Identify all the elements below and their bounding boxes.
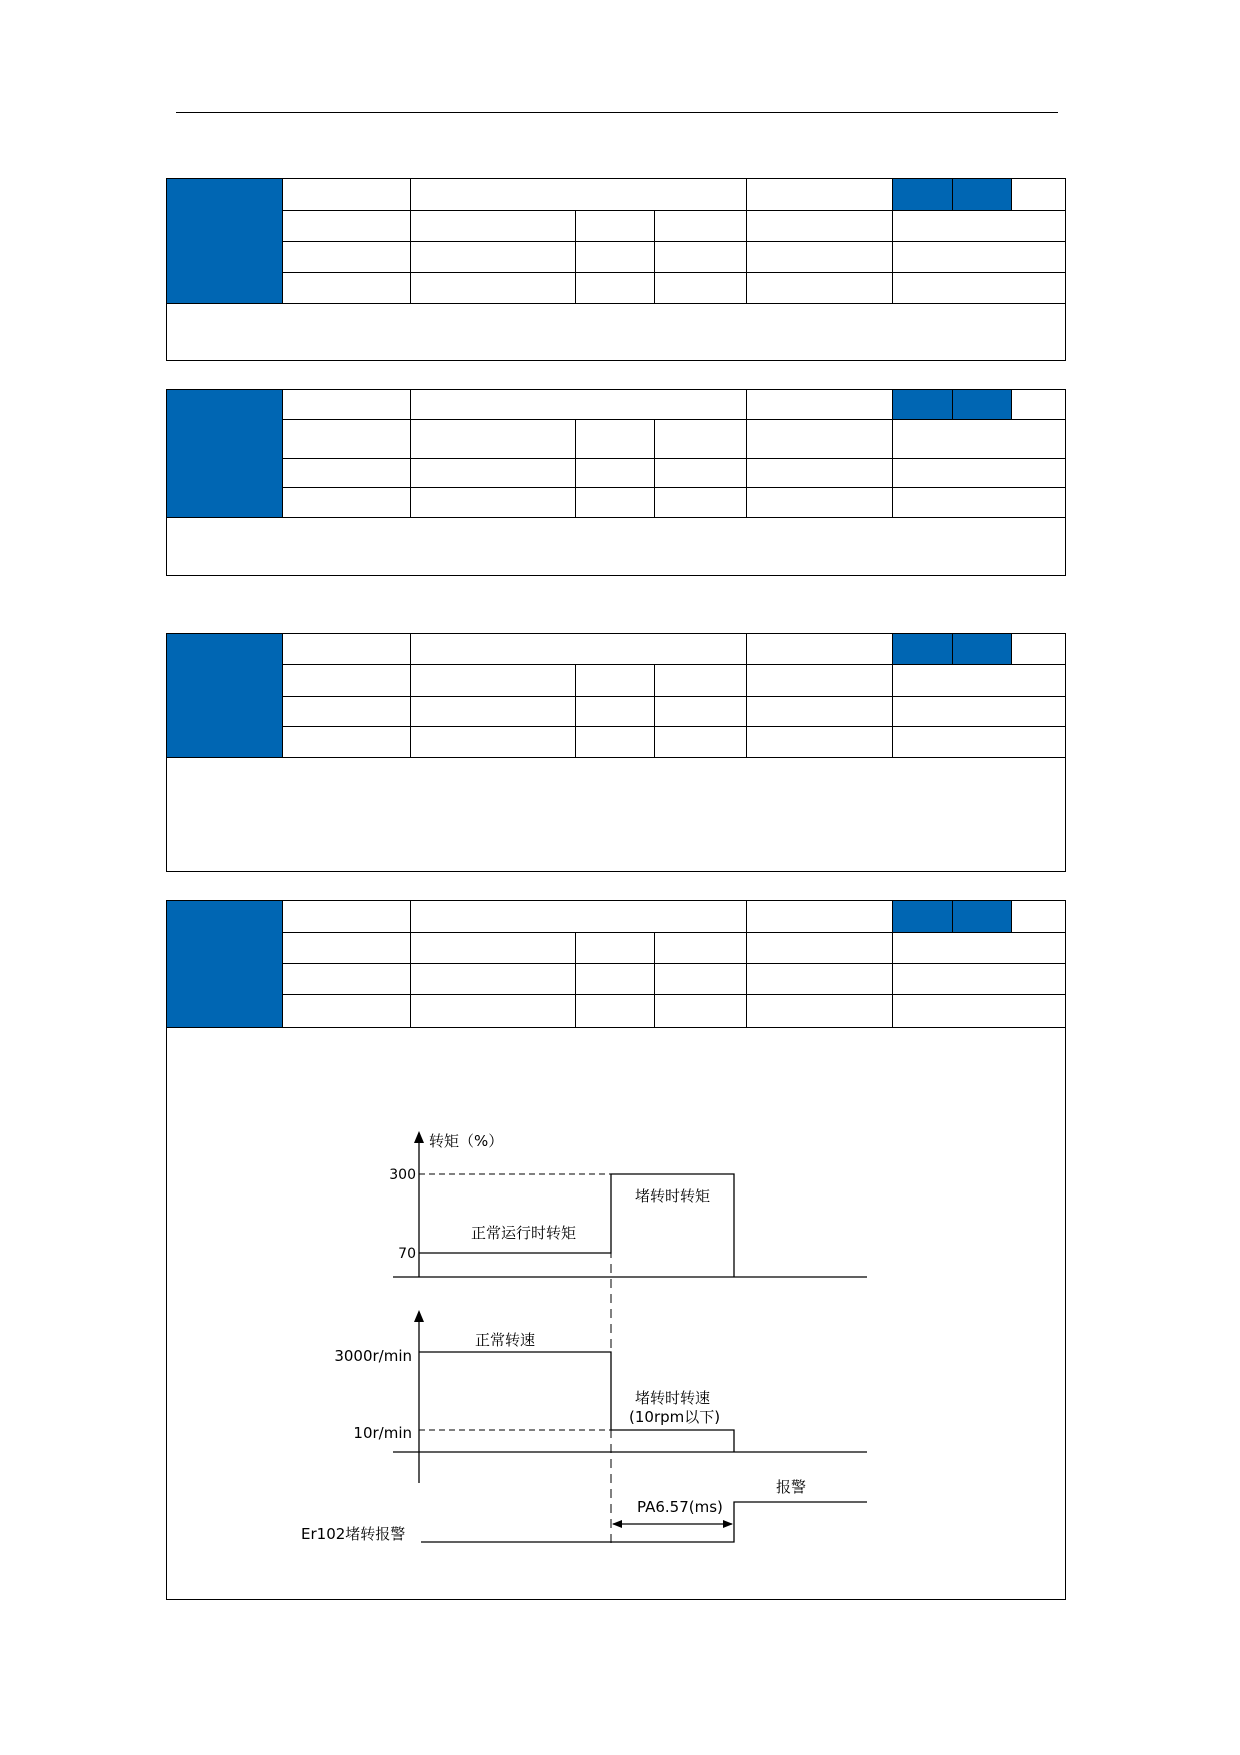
torque-axis <box>393 1131 867 1277</box>
speed-tick-10: 10r/min <box>353 1424 412 1442</box>
torque-tick-300: 300 <box>389 1167 416 1183</box>
alarm-label: 报警 <box>776 1478 807 1496</box>
normal-torque-label: 正常运行时转矩 <box>471 1224 577 1242</box>
torque-axis-arrow-icon <box>414 1131 424 1143</box>
alarm-signal-label: Er102堵转报警 <box>301 1525 406 1543</box>
stall-speed-label: 堵转时转速 <box>635 1389 711 1407</box>
stall-speed-condition-label: (10rpm以下) <box>629 1408 721 1426</box>
normal-speed-label: 正常转速 <box>475 1331 536 1349</box>
stall-timing-diagram <box>1 1 1240 1755</box>
torque-tick-70: 70 <box>398 1246 416 1262</box>
speed-axis-arrow-icon <box>414 1310 424 1322</box>
parameter-block-4 <box>166 900 1066 1600</box>
torque-axis-label: 转矩（%） <box>429 1132 504 1150</box>
delay-label: PA6.57(ms) <box>637 1498 723 1516</box>
speed-tick-3000: 3000r/min <box>334 1347 412 1365</box>
speed-axis <box>393 1310 867 1483</box>
stall-torque-label: 堵转时转矩 <box>635 1187 711 1205</box>
